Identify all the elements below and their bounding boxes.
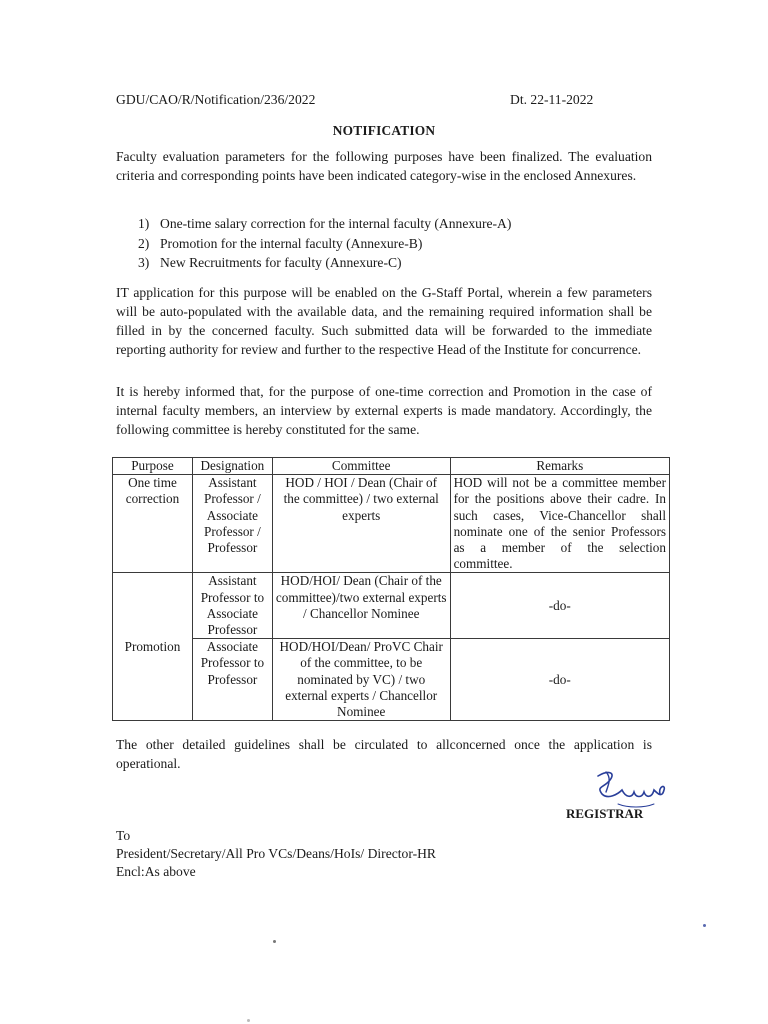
- list-item: 2) Promotion for the internal faculty (Annexure-B): [138, 235, 423, 251]
- cell-purpose: Promotion: [113, 573, 193, 721]
- header-committee: Committee: [272, 458, 450, 475]
- reference-number: GDU/CAO/R/Notification/236/2022: [116, 92, 316, 107]
- header-purpose: Purpose: [113, 458, 193, 475]
- notification-date: Dt. 22-11-2022: [510, 92, 594, 107]
- recipients-block: [116, 827, 436, 881]
- committee-table: [112, 457, 670, 721]
- cell-designation: Assistant Professor / Associate Professor / Professor: [192, 475, 272, 573]
- header-remarks: Remarks: [450, 458, 669, 475]
- scan-speck: [273, 940, 276, 943]
- table-row: [113, 639, 670, 721]
- cell-purpose: One time correction: [113, 475, 193, 573]
- enclosure-note: Encl:As above: [116, 864, 196, 879]
- cell-remarks: -do-: [450, 639, 669, 721]
- cell-committee: HOD/HOI/Dean/ ProVC Chair of the committee, to be nominated by VC) / two external experts / Chancellor Nominee: [272, 639, 450, 721]
- list-item: 1) One-time salary correction for the internal faculty (Annexure-A): [138, 216, 512, 231]
- cell-designation: Assistant Professor to Associate Professor: [192, 573, 272, 639]
- table-row: [113, 573, 670, 639]
- recipients-list: President/Secretary/All Pro VCs/Deans/HoIs/ Director-HR: [116, 846, 437, 861]
- cell-remarks: -do-: [450, 573, 669, 639]
- registrar-label: REGISTRAR: [566, 806, 644, 821]
- interview-paragraph: It is hereby informed that, for the purpose of one-time correction and Promotion in the case of internal faculty members, an interview by external experts is made mandatory. Accordingly, the following committee is hereby constituted for the same.: [116, 384, 652, 437]
- scan-speck: [247, 1019, 250, 1022]
- page-title: NOTIFICATION: [332, 123, 436, 138]
- table-header-row: [113, 458, 670, 475]
- closing-paragraph: The other detailed guidelines shall be circulated to allconcerned once the application is operational.: [116, 737, 652, 771]
- purpose-list: [138, 214, 511, 273]
- header-designation: Designation: [192, 458, 272, 475]
- intro-paragraph: Faculty evaluation parameters for the following purposes have been finalized. The evaluation criteria and corresponding points have been indicated category-wise in the enclosed Annexures.: [116, 149, 652, 183]
- cell-committee: HOD / HOI / Dean (Chair of the committee) / two external experts: [272, 475, 450, 573]
- it-application-paragraph: IT application for this purpose will be enabled on the G-Staff Portal, wherein a few parameters will be auto-populated with the available data, and the remaining required information shall be filled in by the concerned faculty. Such submitted data will be forwarded to the immediate reporting authority for review and further to the respective Head of the Institute for concurrence.: [116, 285, 652, 357]
- scan-speck: [703, 924, 706, 927]
- to-label: To: [116, 828, 131, 843]
- cell-designation: Associate Professor to Professor: [192, 639, 272, 721]
- list-item: 3) New Recruitments for faculty (Annexure-C): [138, 255, 402, 270]
- cell-remarks: HOD will not be a committee member for the positions above their cadre. In such cases, Vice-Chancellor shall nominate one of the senior Professors as a member of the selection committee.: [450, 475, 669, 573]
- cell-committee: HOD/HOI/ Dean (Chair of the committee)/two external experts / Chancellor Nominee: [272, 573, 450, 639]
- table-row: [113, 475, 670, 573]
